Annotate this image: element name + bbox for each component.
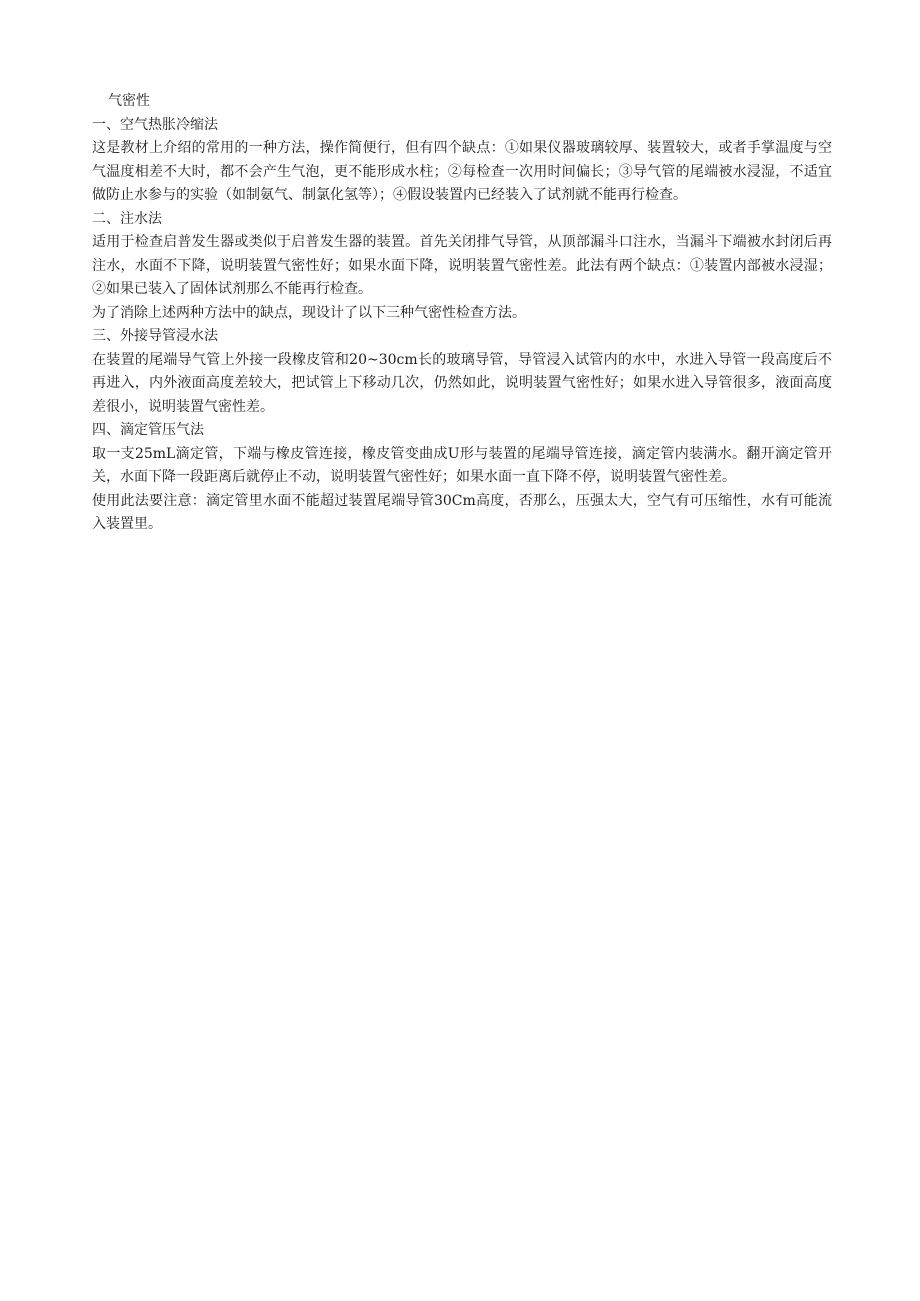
section-4-heading: 四、滴定管压气法 [92,422,204,438]
transition-paragraph: 为了消除上述两种方法中的缺点，现设计了以下三种气密性检查方法。 [92,304,526,321]
section-4-body: 取一支25mL滴定管，下端与橡皮管连接，橡皮管变曲成U形与装置的尾端导管连接，滴定管内装满水。翻开滴定管开关，水面下降一段距离后就停止不动，说明装置气密性好；如果水面一直下降不停，说明装置气密性差。 [92,445,832,485]
section-3-body: 在装置的尾端导气管上外接一段橡皮管和20~30cm长的玻璃导管，导管浸入试管内的水中，水进入导管一段高度后不再进入，内外液面高度差较大，把试管上下移动几次，仍然如此，说明装置气密性好；如果水进入导管很多，液面高度差很小，说明装置气密性差。 [92,351,832,415]
section-2-body: 适用于检查启普发生器或类似于启普发生器的装置。首先关闭排气导管，从顶部漏斗口注水，当漏斗下端被水封闭后再注水，水面不下降，说明装置气密性好；如果水面下降，说明装置气密性差。此法有两个缺点：①装置内部被水浸湿；②如果已装入了固体试剂那么不能再行检查。 [92,234,832,297]
section-1-body: 这是教材上介绍的常用的一种方法，操作简便行，但有四个缺点：①如果仪器玻璃较厚、装置较大，或者手掌温度与空气温度相差不大时，都不会产生气泡，更不能形成水柱；②每检查一次用时间偏长；③导气管的尾端被水浸湿，不适宜做防止水参与的实验（如制氨气、制氯化氢等）；④假设装置内已经装入了试剂就不能再行检查。 [92,140,832,203]
document-title: 气密性 [108,93,150,109]
document-page [92,90,832,537]
section-3-heading: 三、外接导管浸水法 [92,328,218,344]
usage-note: 使用此法要注意：滴定管里水面不能超过装置尾端导管30Cm高度，否那么，压强太大，空气有可压缩性，水有可能流入装置里。 [92,492,832,532]
section-1-heading: 一、空气热胀冷缩法 [92,116,218,133]
section-2-heading: 二、注水法 [92,210,162,227]
